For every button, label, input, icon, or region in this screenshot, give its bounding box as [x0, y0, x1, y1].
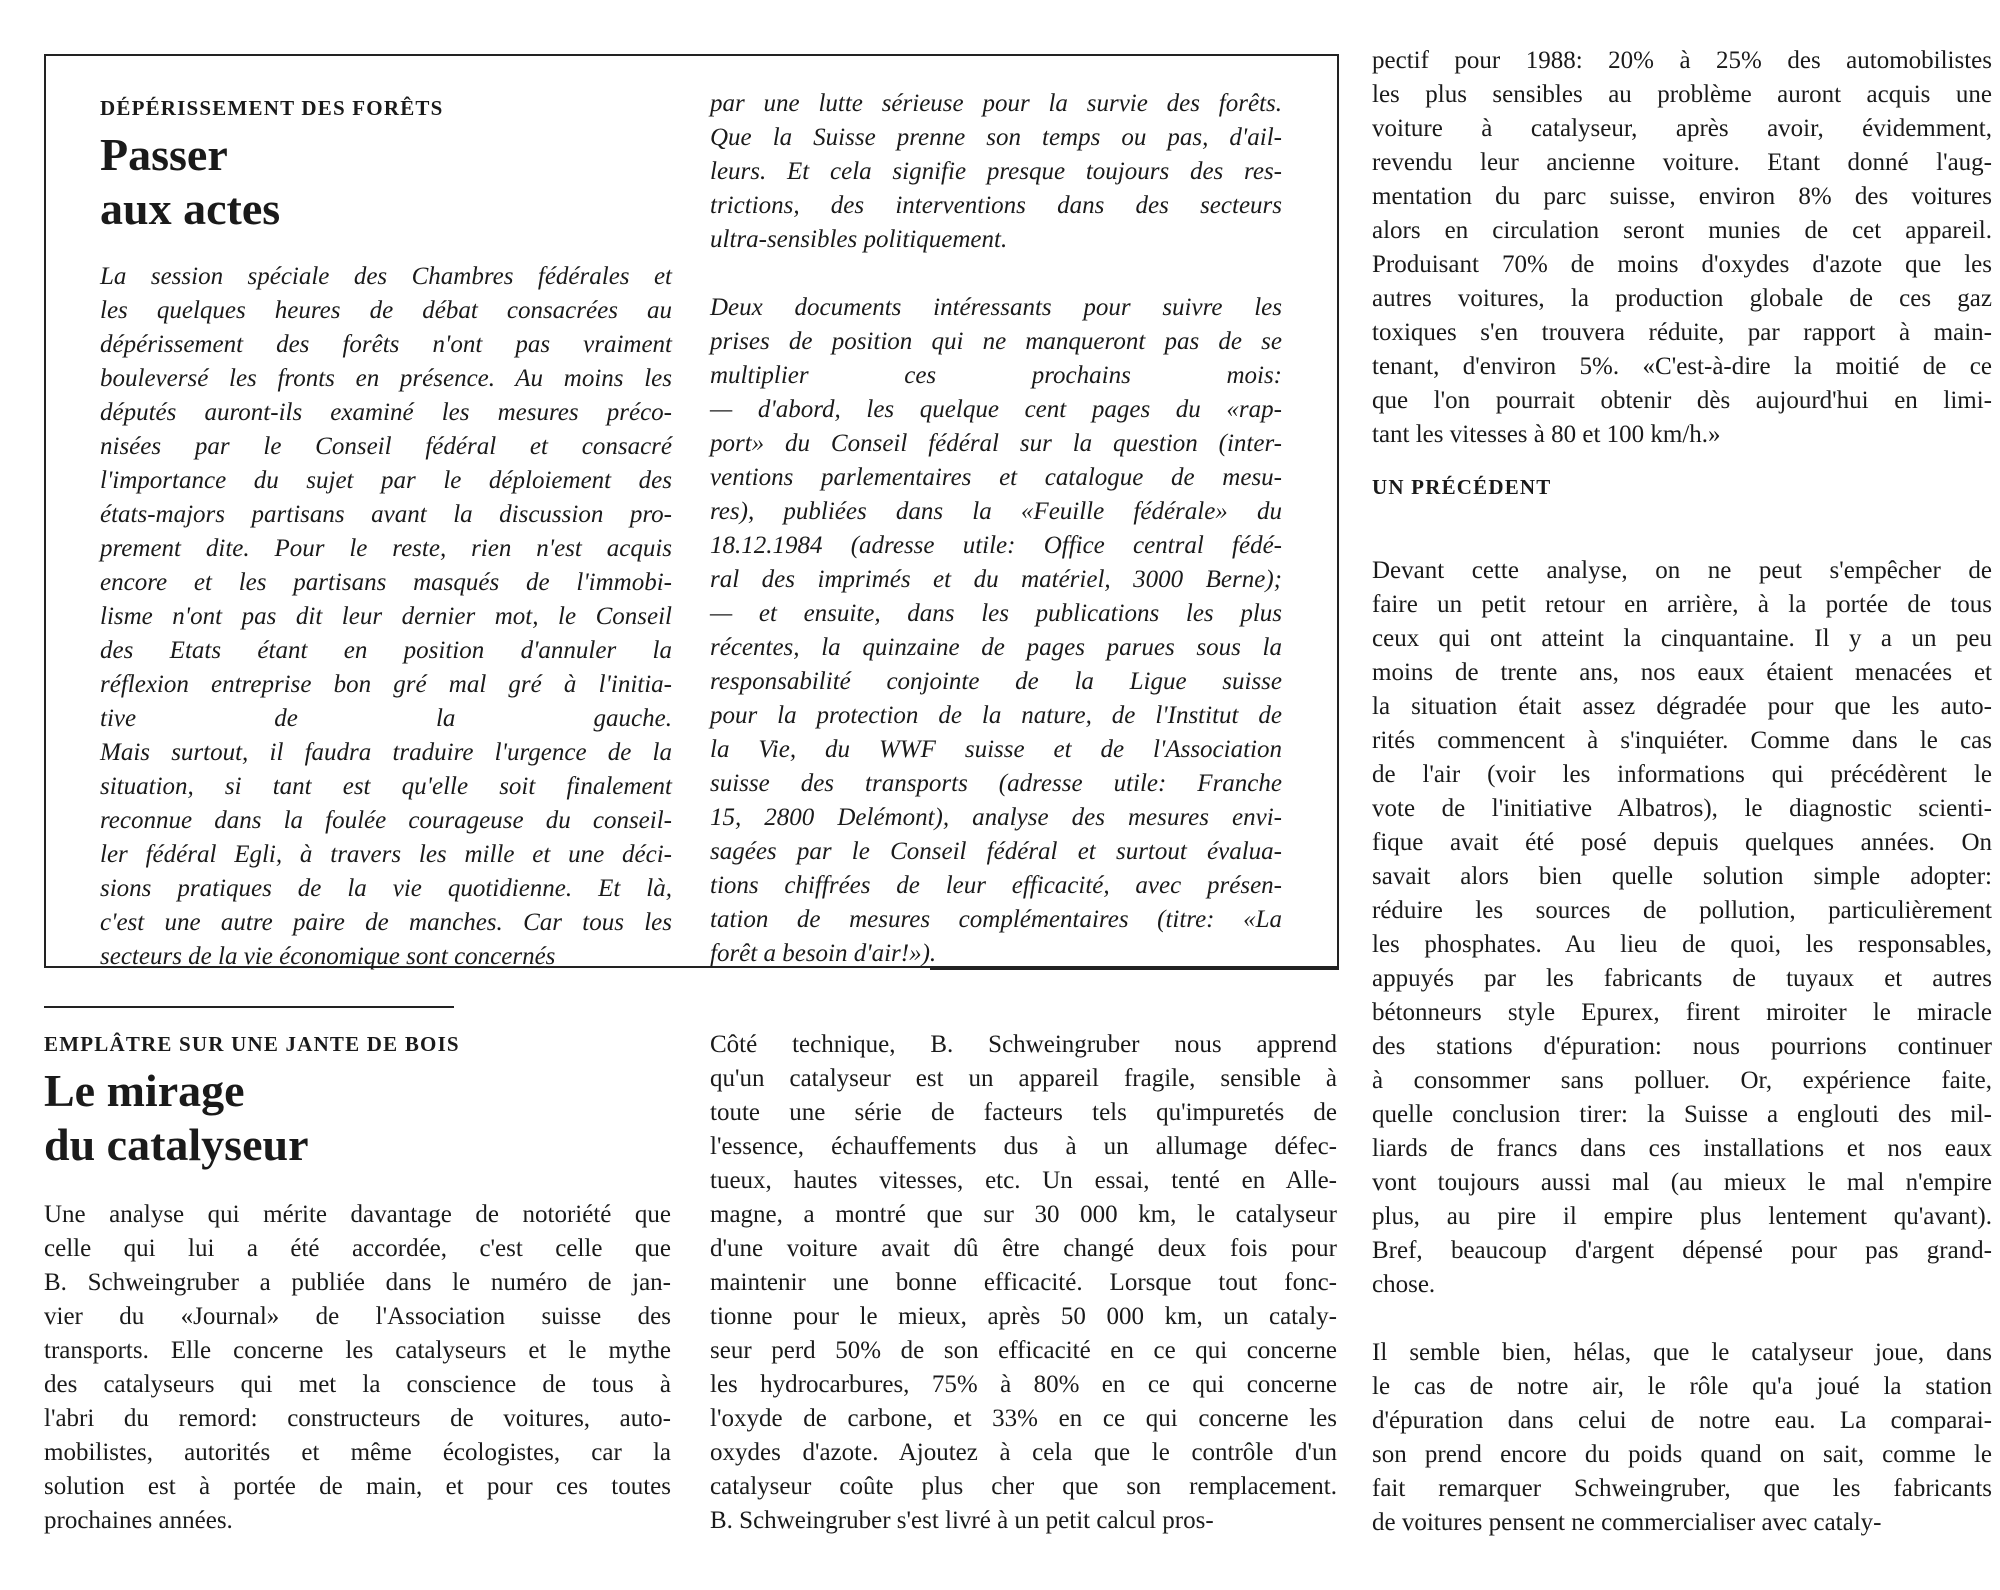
main-article-kicker: EMPLÂTRE SUR UNE JANTE DE BOIS — [44, 1032, 460, 1056]
text-line: la situation était assez dégradée pour que les auto- — [1372, 693, 1992, 720]
text-line: liards de francs dans ces installations et nos eaux — [1372, 1135, 1992, 1162]
text-line: fique avait été posé depuis quelques années. On — [1372, 829, 1992, 856]
text-line: tueux, hautes vitesses, etc. Un essai, tenté en Alle- — [710, 1167, 1337, 1194]
headline-line: Le mirage — [44, 1065, 245, 1116]
text-line: quelle conclusion tirer: la Suisse a englouti des mil- — [1372, 1101, 1992, 1128]
text-line: Une analyse qui mérite davantage de notoriété que — [44, 1201, 671, 1228]
text-line: pectif pour 1988: 20% à 25% des automobilistes — [1372, 47, 1992, 74]
text-line: réduire les sources de pollution, particulièrement — [1372, 897, 1992, 924]
text-line: toxiques s'en trouvera réduite, par rapport à main- — [1372, 319, 1992, 346]
main-article-column-3 — [1372, 44, 1992, 1540]
text-line: multiplier ces prochains mois: — [710, 362, 1282, 389]
headline-line: aux actes — [100, 183, 281, 234]
text-line: autres voitures, la production globale de ces gaz — [1372, 285, 1992, 312]
text-line: Devant cette analyse, on ne peut s'empêcher de — [1372, 557, 1992, 584]
text-line: Que la Suisse prenne son temps ou pas, d'ail- — [710, 124, 1282, 151]
text-line: mentation du parc suisse, environ 8% des voitures — [1372, 183, 1992, 210]
text-line: de voitures pensent ne commercialiser avec cataly- — [1372, 1509, 1882, 1536]
text-line: secteurs de la vie économique sont concernés — [100, 943, 556, 970]
text-line: Il semble bien, hélas, que le catalyseur joue, dans — [1372, 1339, 1992, 1366]
text-line: La session spéciale des Chambres fédérales et — [100, 263, 672, 290]
text-line: la Vie, du WWF suisse et de l'Association — [710, 736, 1282, 763]
text-line: moins de trente ans, nos eaux étaient menacées et — [1372, 659, 1992, 686]
text-line: forêt a besoin d'air!»). — [710, 940, 937, 967]
text-line: d'épuration dans celui de notre eau. La comparai- — [1372, 1407, 1992, 1434]
text-line: réflexion entreprise bon gré mal gré à l'initia- — [100, 671, 672, 698]
text-line: les plus sensibles au problème auront acquis une — [1372, 81, 1992, 108]
text-line: tenant, d'environ 5%. «C'est-à-dire la moitié de ce — [1372, 353, 1992, 380]
text-line: tation de mesures complémentaires (titre: «La — [710, 906, 1282, 933]
text-line: savait alors bien quelle solution simple adopter: — [1372, 863, 1992, 890]
text-line: suisse des transports (adresse utile: Franche — [710, 770, 1282, 797]
text-line: reconnue dans la foulée courageuse du conseil- — [100, 807, 672, 834]
text-line: dépérissement des forêts n'ont pas vraiment — [100, 331, 672, 358]
text-line: nisées par le Conseil fédéral et consacré — [100, 433, 672, 460]
text-line: rités commencent à s'inquiéter. Comme dans le cas — [1372, 727, 1992, 754]
text-line: fait remarquer Schweingruber, que les fabricants — [1372, 1475, 1992, 1502]
paragraph — [710, 291, 1282, 971]
text-line: revendu leur ancienne voiture. Etant donné l'aug- — [1372, 149, 1992, 176]
box-article-kicker: DÉPÉRISSEMENT DES FORÊTS — [100, 96, 444, 120]
text-line: bouleversé les fronts en présence. Au moins les — [100, 365, 672, 392]
text-line: les hydrocarbures, 75% à 80% en ce qui concerne — [710, 1371, 1337, 1398]
text-line: tions chiffrées de leur efficacité, avec présen- — [710, 872, 1282, 899]
text-line: récentes, la quinzaine de pages parues sous la — [710, 634, 1282, 661]
paragraph — [710, 87, 1282, 257]
text-line: B. Schweingruber a publiée dans le numéro de jan- — [44, 1269, 671, 1296]
text-line: Bref, beaucoup d'argent dépensé pour pas grand- — [1372, 1237, 1992, 1264]
text-line: c'est une autre paire de manches. Car tous les — [100, 909, 672, 936]
column-rule — [930, 968, 1339, 970]
text-line: des stations d'épuration: nous pourrions continuer — [1372, 1033, 1992, 1060]
text-line: ultra-sensibles politiquement. — [710, 226, 1008, 253]
text-line: tant les vitesses à 80 et 100 km/h.» — [1372, 421, 1721, 448]
text-line: les quelques heures de débat consacrées au — [100, 297, 672, 324]
text-line: appuyés par les fabricants de tuyaux et autres — [1372, 965, 1992, 992]
text-line: prement dite. Pour le reste, rien n'est acquis — [100, 535, 672, 562]
text-line: qu'un catalyseur est un appareil fragile, sensible à — [710, 1065, 1337, 1092]
text-line: toute une série de facteurs tels qu'impuretés de — [710, 1099, 1337, 1126]
text-line: l'oxyde de carbone, et 33% en ce qui concerne les — [710, 1405, 1337, 1432]
text-line: sions pratiques de la vie quotidienne. Et là, — [100, 875, 672, 902]
box-article-right-column — [710, 87, 1282, 971]
text-line: ceux qui ont atteint la cinquantaine. Il y a un peu — [1372, 625, 1992, 652]
text-line: chose. — [1372, 1271, 1436, 1298]
text-line: députés auront-ils examiné les mesures préco- — [100, 399, 672, 426]
text-line: tionne pour le mieux, après 50 000 km, un cataly- — [710, 1303, 1337, 1330]
text-line: seur perd 50% de son efficacité en ce qui concerne — [710, 1337, 1337, 1364]
text-line: Mais surtout, il faudra traduire l'urgence de la — [100, 739, 672, 766]
text-line: vote de l'initiative Albatros), le diagnostic scienti- — [1372, 795, 1992, 822]
text-line: vier du «Journal» de l'Association suisse des — [44, 1303, 671, 1330]
text-line: prises de position qui ne manqueront pas de se — [710, 328, 1282, 355]
text-line: l'abri du remord: constructeurs de voitures, auto- — [44, 1405, 671, 1432]
text-line: tive de la gauche. — [100, 705, 672, 732]
text-line: ventions parlementaires et catalogue de mesu- — [710, 464, 1282, 491]
subheading: UN PRÉCÉDENT — [1372, 475, 1552, 499]
paragraph — [1372, 554, 1992, 1302]
text-line: 15, 2800 Delémont), analyse des mesures envi- — [710, 804, 1282, 831]
text-line: situation, si tant est qu'elle soit finalement — [100, 773, 672, 800]
text-line: trictions, des interventions dans des secteurs — [710, 192, 1282, 219]
text-line: bétonneurs style Epurex, firent miroiter le miracle — [1372, 999, 1992, 1026]
text-line: sagées par le Conseil fédéral et surtout évalua- — [710, 838, 1282, 865]
text-line: d'une voiture avait dû être changé deux fois pour — [710, 1235, 1337, 1262]
text-line: ler fédéral Egli, à travers les mille et une déci- — [100, 841, 672, 868]
text-line: oxydes d'azote. Ajoutez à cela que le contrôle d'un — [710, 1439, 1337, 1466]
text-line: leurs. Et cela signifie presque toujours des res- — [710, 158, 1282, 185]
text-line: le cas de notre air, le rôle qu'a joué la station — [1372, 1373, 1992, 1400]
text-line: celle qui lui a été accordée, c'est celle que — [44, 1235, 671, 1262]
text-line: responsabilité conjointe de la Ligue suisse — [710, 668, 1282, 695]
text-line: plus, au pire il empire plus lentement qu'avant). — [1372, 1203, 1992, 1230]
text-line: que l'on pourrait obtenir dès aujourd'hui en limi- — [1372, 387, 1992, 414]
paragraph — [1372, 1336, 1992, 1540]
text-line: Produisant 70% de moins d'oxydes d'azote que les — [1372, 251, 1992, 278]
text-line: son prend encore du poids quand on sait, comme le — [1372, 1441, 1992, 1468]
text-line: voiture à catalyseur, après avoir, évidemment, — [1372, 115, 1992, 142]
main-article-column-2 — [710, 1028, 1337, 1538]
text-line: états-majors partisans avant la discussion pro- — [100, 501, 672, 528]
main-article-headline — [44, 1064, 309, 1172]
text-line: maintenir une bonne efficacité. Lorsque tout fonc- — [710, 1269, 1337, 1296]
text-line: prochaines années. — [44, 1507, 233, 1534]
text-line: Côté technique, B. Schweingruber nous apprend — [710, 1031, 1337, 1058]
text-line: faire un petit retour en arrière, à la portée de tous — [1372, 591, 1992, 618]
text-line: Deux documents intéressants pour suivre les — [710, 294, 1282, 321]
text-line: des catalyseurs qui met la conscience de tous à — [44, 1371, 671, 1398]
text-line: alors en circulation seront munies de cet appareil. — [1372, 217, 1992, 244]
text-line: l'essence, échauffements dus à un allumage défec- — [710, 1133, 1337, 1160]
text-line: transports. Elle concerne les catalyseurs et le mythe — [44, 1337, 671, 1364]
text-line: par une lutte sérieuse pour la survie des forêts. — [710, 90, 1282, 117]
text-line: pour la protection de la nature, de l'Institut de — [710, 702, 1282, 729]
text-line: catalyseur coûte plus cher que son remplacement. — [710, 1473, 1337, 1500]
text-line: — et ensuite, dans les publications les plus — [710, 600, 1282, 627]
box-article-headline — [100, 128, 280, 236]
text-line: mobilistes, autorités et même écologistes, car la — [44, 1439, 671, 1466]
text-line: encore et les partisans masqués de l'immobi- — [100, 569, 672, 596]
text-line: port» du Conseil fédéral sur la question (inter- — [710, 430, 1282, 457]
text-line: l'importance du sujet par le déploiement des — [100, 467, 672, 494]
text-line: vont toujours aussi mal (au mieux le mal n'empire — [1372, 1169, 1992, 1196]
headline-line: Passer — [100, 129, 228, 180]
box-article-left-column — [100, 260, 672, 974]
text-line: des Etats étant en position d'annuler la — [100, 637, 672, 664]
text-line: de l'air (voir les informations qui précédèrent le — [1372, 761, 1992, 788]
text-line: B. Schweingruber s'est livré à un petit calcul pros- — [710, 1507, 1214, 1534]
main-article-column-1 — [44, 1198, 671, 1538]
text-line: à consommer sans polluer. Or, expérience faite, — [1372, 1067, 1992, 1094]
text-line: res), publiées dans la «Feuille fédérale» du — [710, 498, 1282, 525]
text-line: ral des imprimés et du matériel, 3000 Berne); — [710, 566, 1282, 593]
column-rule — [44, 1006, 454, 1008]
text-line: les phosphates. Au lieu de quoi, les responsables, — [1372, 931, 1992, 958]
text-line: magne, a montré que sur 30 000 km, le catalyseur — [710, 1201, 1337, 1228]
text-line: solution est à portée de main, et pour ces toutes — [44, 1473, 671, 1500]
headline-line: du catalyseur — [44, 1119, 309, 1170]
paragraph — [1372, 44, 1992, 452]
text-line: 18.12.1984 (adresse utile: Office central fédé- — [710, 532, 1282, 559]
text-line: lisme n'ont pas dit leur dernier mot, le Conseil — [100, 603, 672, 630]
text-line: — d'abord, les quelque cent pages du «rap- — [710, 396, 1282, 423]
